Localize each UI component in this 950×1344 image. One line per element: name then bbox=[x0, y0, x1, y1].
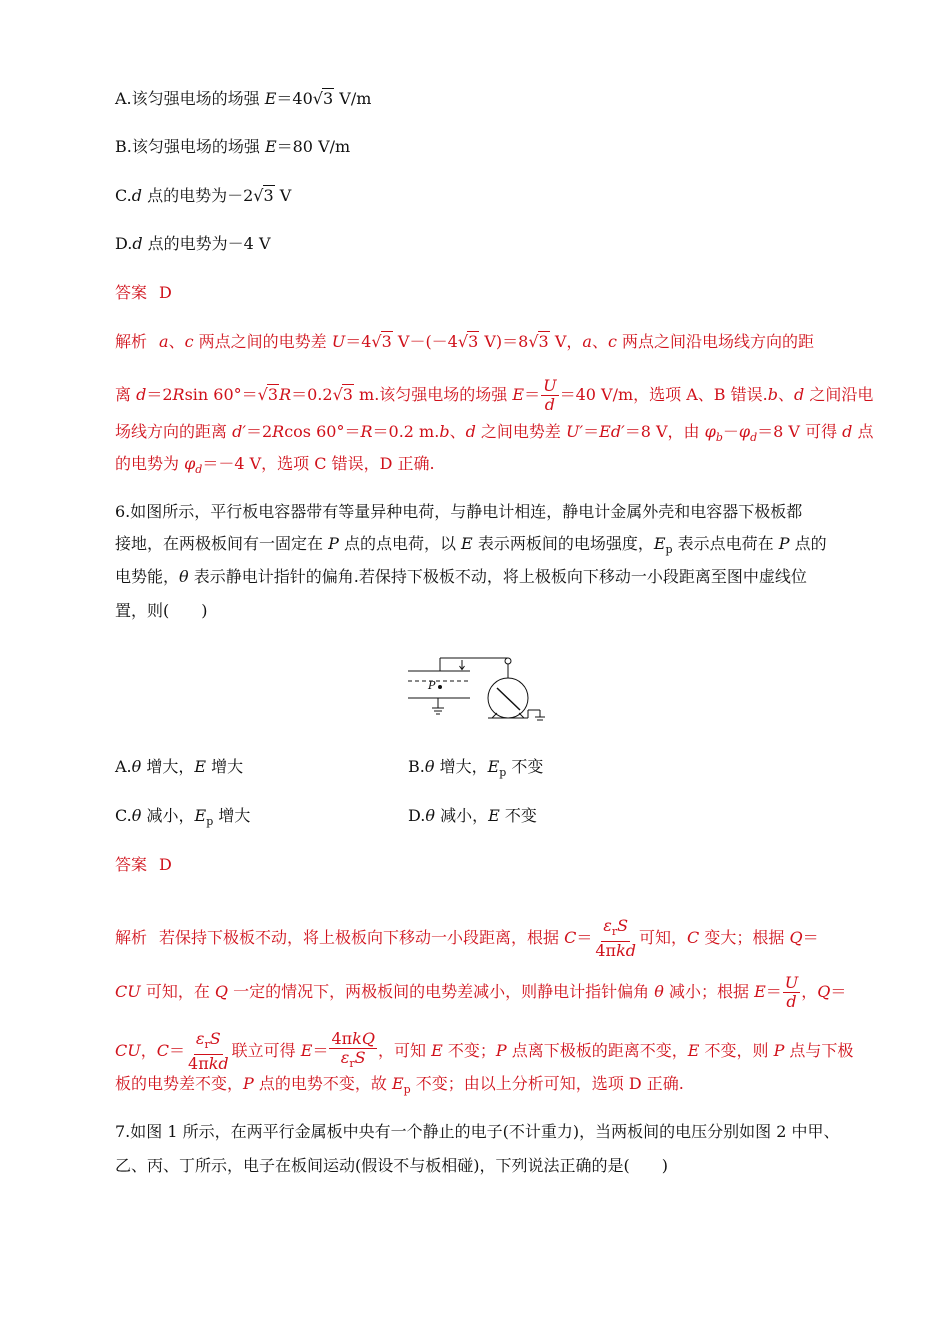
fraction-u-over-d: $\frac{U}{d}$ bbox=[784, 973, 799, 1011]
q6-answer: 答案 D bbox=[115, 855, 172, 874]
q5-answer: 答案 D bbox=[115, 283, 172, 302]
q7-stem-line2: 乙、丙、丁所示，电子在板间运动(假设不与板相碰)，下列说法正确的是( ) bbox=[115, 1156, 668, 1175]
capacitor-electrometer-figure bbox=[400, 652, 550, 732]
q5-option-b: B.该匀强电场的场强 E＝80 V/m bbox=[115, 137, 351, 156]
q5-option-a: A.该匀强电场的场强 E＝40√3 V/m bbox=[115, 89, 372, 108]
q5-option-d: D.d 点的电势为－4 V bbox=[115, 234, 271, 253]
q6-explanation-line3: CU，C＝ $\frac{\varepsilon_rS}{\text{4πkd}}$ 联立可得 E＝ $\frac{\text{4πkQ}}{\varepsilon_rS}$ ，可知 E 不变；P 点离下极板的距离不变，E 不变，则 P 点与下极 bbox=[115, 1029, 854, 1073]
q5-explanation-line3: 场线方向的距离 d′＝2Rcos 60°＝R＝0.2 m.b、d 之间电势差 U′＝Ed′＝8 V，由 $\varphi_b-\varphi_d=8$ V 可得 d 点 bbox=[115, 422, 874, 444]
q6-stem-line3: 电势能，θ 表示静电计指针的偏角.若保持下极板不动，将上极板向下移动一小段距离至图中虚线位 bbox=[115, 567, 807, 586]
q6-stem-line4: 置，则( ) bbox=[115, 601, 208, 620]
circuit-diagram bbox=[400, 652, 550, 732]
q6-explanation-line4: 板的电势差不变，P 点的电势不变，故 $E_p$ 不变；由以上分析可知，选项 D 正确. bbox=[115, 1074, 684, 1096]
q6-explanation-line1: 解析 若保持下极板不动，将上极板向下移动一小段距离，根据 C＝ $\frac{\varepsilon_rS}{\text{4πkd}}$ 可知，C 变大；根据 Q＝ bbox=[115, 916, 819, 960]
fraction-u-over-d: $\frac{U}{d}$ bbox=[543, 376, 557, 414]
q5-explanation-line4: 的电势为 $\varphi_d=-4$ V，选项 C 错误，D 正确. bbox=[115, 454, 435, 476]
q6-option-b: B.θ 增大，$E_p$ 不变 bbox=[408, 757, 544, 779]
q6-option-a: A.θ 增大，E 增大 bbox=[115, 757, 244, 776]
q5-explanation-line1: 解析 a、c 两点之间的电势差 U＝4√3 V－(－4√3 V)＝8√3 V，a、c 两点之间沿电场线方向的距 bbox=[115, 332, 815, 351]
fraction-capacitance: $\frac{\varepsilon_rS}{\text{4πkd}}$ bbox=[595, 916, 637, 960]
q6-stem-line2: 接地，在两极板间有一固定在 P 点的点电荷，以 E 表示两板间的电场强度，$E_p$ 表示点电荷在 P 点的 bbox=[115, 534, 827, 556]
q6-option-c: C.θ 减小，$E_p$ 增大 bbox=[115, 806, 251, 828]
q6-option-d: D.θ 减小，E 不变 bbox=[408, 806, 537, 825]
q6-explanation-line2: CU 可知，在 Q 一定的情况下，两极板间的电势差减小，则静电计指针偏角 θ 减小；根据 E＝ $\frac{U}{d}$ ，Q＝ bbox=[115, 973, 847, 1011]
fraction-field-strength: $\frac{\text{4πkQ}}{\varepsilon_rS}$ bbox=[331, 1029, 375, 1070]
q7-stem-line1: 7.如图 1 所示，在两平行金属板中央有一个静止的电子(不计重力)，当两板间的电压分别如图 2 中甲、 bbox=[115, 1122, 840, 1141]
point-p-label: P bbox=[428, 679, 436, 692]
q5-explanation-line2: 离 d＝2Rsin 60°＝√3R＝0.2√3 m.该匀强电场的场强 E＝ $\frac{U}{d}$ ＝40 V/m，选项 A、B 错误.b、d 之间沿电 bbox=[115, 376, 874, 414]
q6-stem-line1: 6.如图所示，平行板电容器带有等量异种电荷，与静电计相连，静电计金属外壳和电容器下极板都 bbox=[115, 502, 803, 521]
point-charge-p bbox=[438, 685, 442, 689]
q5-option-c: C.d 点的电势为－2√3 V bbox=[115, 186, 292, 205]
fraction-capacitance: $\frac{\varepsilon_rS}{\text{4πkd}}$ bbox=[188, 1029, 229, 1073]
